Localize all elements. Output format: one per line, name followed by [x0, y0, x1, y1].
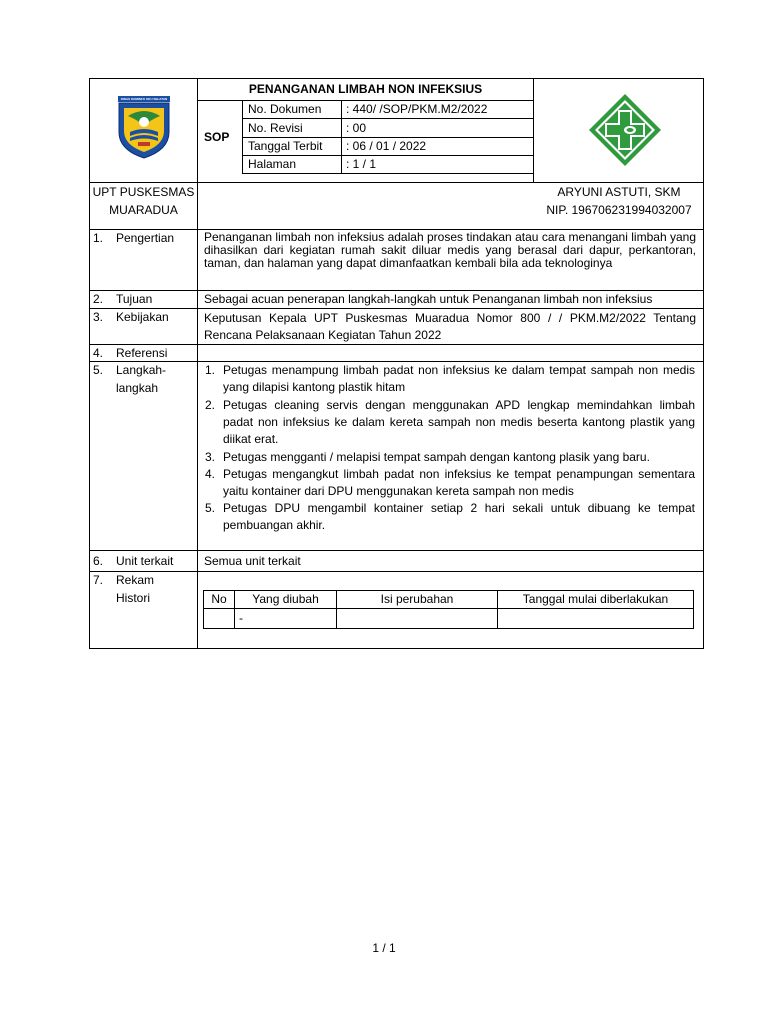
signer-name: ARYUNI ASTUTI, SKM [557, 185, 681, 199]
step-text: Petugas mengangkut limbah padat non infeksius ke tempat penampungan sementara yaitu kontainer dari DPU menggunakan kereta sampah non medis [223, 467, 695, 498]
step-number: 1. [205, 363, 216, 377]
step-item [205, 466, 695, 500]
revision-history-table [203, 590, 694, 629]
section-label-langkah-line1: Langkah- [116, 363, 167, 377]
table-header-isi-perubahan: Isi perubahan [380, 592, 454, 606]
section-text-tujuan: Sebagai acuan penerapan langkah-langkah untuk Penanganan limbah non infeksius [204, 292, 653, 306]
section-label-pengertian: Pengertian [116, 231, 175, 245]
step-number: 5. [205, 501, 216, 515]
section-number-tujuan: 2. [93, 292, 104, 306]
section-label-rekam-line1: Rekam [116, 573, 155, 587]
section-number-pengertian: 1. [93, 231, 104, 245]
logo-caption: DINAS KOMINFO OKU SELATAN [120, 97, 168, 101]
field-value-no-dokumen: : 440/ /SOP/PKM.M2/2022 [346, 102, 488, 116]
table-header-tanggal: Tanggal mulai diberlakukan [522, 592, 669, 606]
table-header-no: No [211, 592, 227, 606]
section-label-kebijakan: Kebijakan [116, 310, 169, 324]
step-text: Petugas mengganti / melapisi tempat sampah dengan kantong plasik yang baru. [223, 450, 650, 464]
document-title: PENANGANAN LIMBAH NON INFEKSIUS [248, 82, 483, 96]
section-label-rekam-line2: Histori [116, 591, 151, 605]
organization-name-line2: MUARADUA [109, 203, 178, 217]
step-item [205, 362, 695, 396]
step-text: Petugas cleaning servis dengan menggunakan APD lengkap memindahkan limbah padat non infeksius ke dalam kereta sampah non medis beserta kantong plastik yang diikat erat. [223, 398, 695, 446]
regency-emblem-logo [114, 96, 174, 160]
puskesmas-logo [587, 92, 663, 168]
section-number-referensi: 4. [93, 346, 104, 360]
step-item [205, 500, 695, 534]
page-number: 1 / 1 [372, 941, 396, 955]
section-label-referensi: Referensi [116, 346, 168, 360]
field-label-no-dokumen: No. Dokumen [248, 102, 322, 116]
field-value-tanggal-terbit: : 06 / 01 / 2022 [346, 139, 427, 153]
section-text-pengertian: Penanganan limbah non infeksius adalah proses tindakan atau cara menangani limbah yang dihasilkan dari kegiatan rumah sakit diluar medis yang berasal dari dapur, perkantoran, taman, dan halaman yang dapat dimanfaatkan kembali bila ada teknologinya [204, 230, 696, 270]
section-number-langkah: 5. [93, 363, 104, 377]
section-number-rekam: 7. [93, 573, 104, 587]
section-label-unit: Unit terkait [116, 554, 174, 568]
step-number: 2. [205, 398, 216, 412]
step-number: 4. [205, 467, 216, 481]
field-value-no-revisi: : 00 [346, 121, 367, 135]
field-label-halaman: Halaman [248, 157, 297, 171]
section-number-kebijakan: 3. [93, 310, 104, 324]
step-item [205, 449, 695, 466]
field-label-tanggal-terbit: Tanggal Terbit [248, 139, 323, 153]
step-text: Petugas DPU mengambil kontainer setiap 2 hari sekali untuk dibuang ke tempat pembuangan akhir. [223, 501, 695, 532]
field-label-no-revisi: No. Revisi [248, 121, 303, 135]
step-item [205, 397, 695, 448]
table-cell: - [239, 611, 243, 625]
section-label-langkah-line2: langkah [116, 381, 159, 395]
field-value-halaman: : 1 / 1 [346, 157, 377, 171]
section-text-unit: Semua unit terkait [204, 554, 301, 568]
step-number: 3. [205, 450, 216, 464]
section-number-unit: 6. [93, 554, 104, 568]
step-text: Petugas menampung limbah padat non infeksius ke dalam tempat sampah non medis yang dilapisi kantong plastik hitam [223, 363, 695, 394]
section-label-tujuan: Tujuan [116, 292, 153, 306]
table-header-yang-diubah: Yang diubah [252, 592, 319, 606]
signer-nip: NIP. 196706231994032007 [546, 203, 692, 217]
sop-label: SOP [204, 130, 230, 144]
organization-name-line1: UPT PUSKESMAS [92, 185, 195, 199]
section-text-kebijakan: Keputusan Kepala UPT Puskesmas Muaradua Nomor 800 / / PKM.M2/2022 Tentang Rencana Pelaksanaan Kegiatan Tahun 2022 [204, 311, 696, 342]
